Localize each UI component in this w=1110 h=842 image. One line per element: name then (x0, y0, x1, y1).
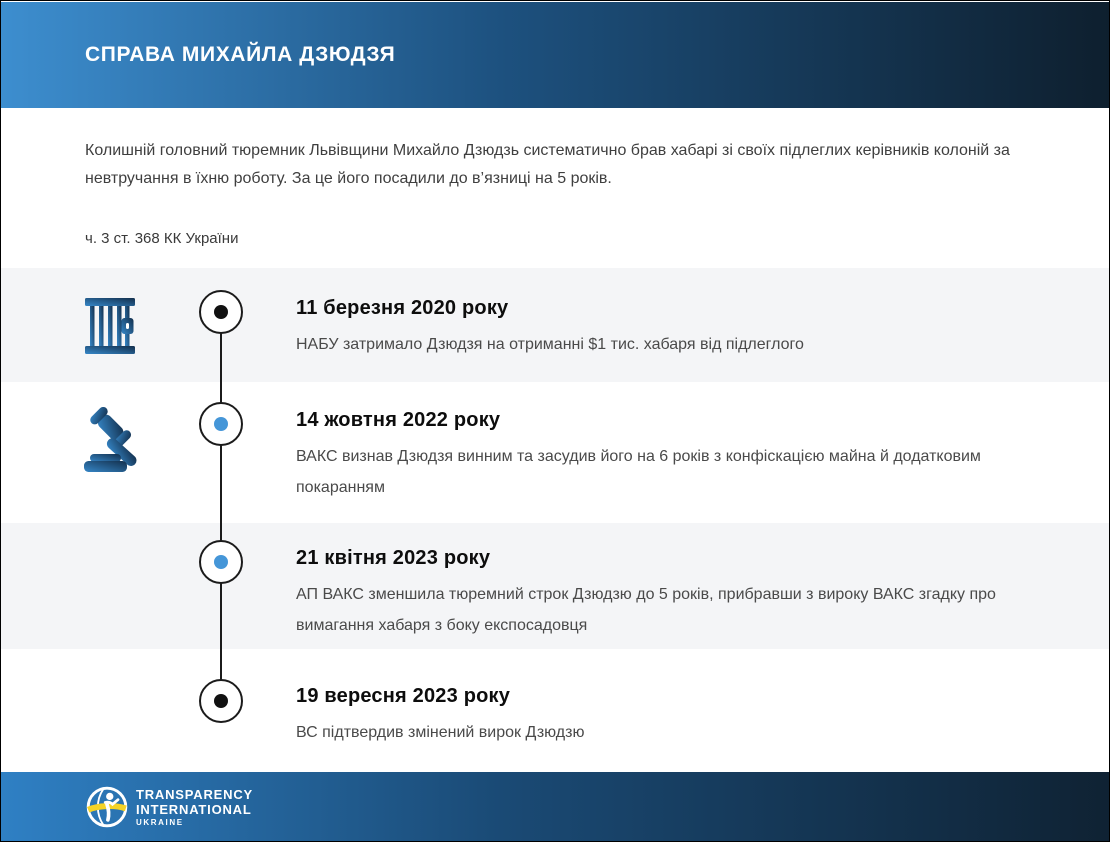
logo-line3: UKRAINE (136, 817, 184, 827)
timeline-dot (214, 417, 228, 431)
case-description: Колишній головний тюремник Львівщини Михайло Дзюдзь систематично брав хабарі зі своїх підлеглих керівників колоній за невтручання в їхню роботу. За це його посадили до в’язниці на 5 років. (85, 142, 1010, 187)
timeline-event (296, 409, 1008, 503)
logo-line2: INTERNATIONAL (136, 801, 252, 817)
timeline-node (199, 540, 243, 584)
prison-bars-icon (85, 298, 135, 354)
transparency-international-logo (85, 785, 253, 829)
event-date: 21 квітня 2023 року (296, 547, 491, 569)
globe-figure-icon (85, 785, 129, 829)
timeline-connector-line (220, 312, 222, 701)
event-description: ВАКС визнав Дзюдзя винним та засудив його на 6 років з конфіскацією майна й додатковим покаранням (296, 448, 981, 496)
law-reference: ч. 3 ст. 368 КК України (85, 230, 239, 247)
timeline-event (296, 297, 1008, 360)
timeline-event (296, 547, 1008, 641)
timeline-dot (214, 555, 228, 569)
timeline-node (199, 679, 243, 723)
footer-banner (1, 772, 1110, 842)
timeline-dot (214, 305, 228, 319)
timeline-node (199, 290, 243, 334)
event-date: 19 вересня 2023 року (296, 685, 511, 707)
header-banner (1, 2, 1110, 108)
event-description: АП ВАКС зменшила тюремний строк Дзюдзю до 5 років, прибравши з вироку ВАКС згадку про вимагання хабаря з боку експосадовця (296, 586, 996, 634)
event-description: НАБУ затримало Дзюдзя на отриманні $1 тис. хабаря від підлеглого (296, 336, 804, 353)
timeline-dot (214, 694, 228, 708)
event-date: 14 жовтня 2022 року (296, 409, 501, 431)
timeline-event (296, 685, 1008, 748)
logo-line1: TRANSPARENCY (136, 786, 253, 802)
event-date: 11 березня 2020 року (296, 297, 509, 319)
timeline-node (199, 402, 243, 446)
gavel-icon (81, 407, 153, 479)
page-title: СПРАВА МИХАЙЛА ДЗЮДЗЯ (85, 43, 396, 66)
event-description: ВС підтвердив змінений вирок Дзюдзю (296, 724, 585, 741)
